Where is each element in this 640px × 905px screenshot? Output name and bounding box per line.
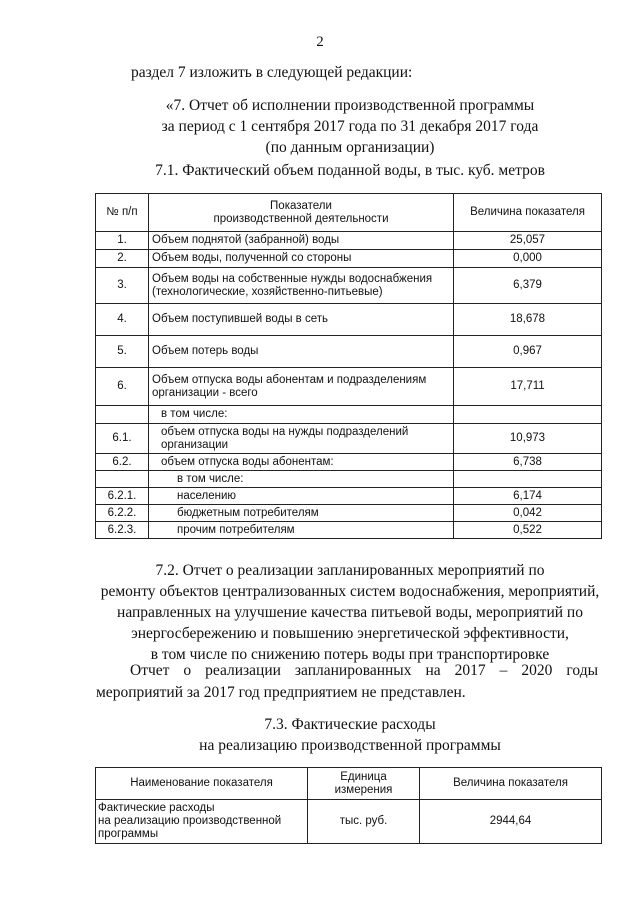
row-num: 6.2.1. [96,488,149,505]
row-value: 0,967 [454,336,602,368]
table-row [96,800,602,844]
table-row [96,471,602,488]
row-label: Объем отпуска воды абонентам и подразделениям организации - всего [149,368,454,406]
table-row [96,268,602,304]
table-row [96,304,602,336]
header-unit [308,768,420,800]
table-row [96,336,602,368]
row-value: 6,738 [454,454,602,471]
section-7-3-line2: на реализацию производственной программы [199,737,501,754]
row-num: 6.1. [96,424,149,454]
water-volume-table [95,193,602,539]
section-7-2-line1: 7.2. Отчет о реализации запланированных мероприятий по [155,562,545,579]
row-num [96,406,149,424]
row-label: объем отпуска воды абонентам: [149,454,454,471]
expense-unit: тыс. руб. [308,800,420,844]
section-7-heading [100,95,600,158]
row-label: Объем поступившей воды в сеть [149,304,454,336]
expense-label-line1: Фактические расходы [98,802,215,814]
expense-value: 2944,64 [420,800,602,844]
header-num: № п/п [96,194,149,232]
header-unit-line1: Единица [340,770,387,783]
row-num: 6.2.3. [96,522,149,539]
table-row [96,232,602,250]
row-value: 17,711 [454,368,602,406]
expenses-table [95,767,602,844]
row-label: в том числе: [149,471,454,488]
section-7-title: «7. Отчет об исполнении производственной программы [165,97,535,114]
row-num: 4. [96,304,149,336]
table-header-row [96,768,602,800]
row-label: объем отпуска воды на нужды подразделений организации [149,424,454,454]
row-value: 18,678 [454,304,602,336]
row-value: 0,000 [454,250,602,268]
header-indicator-line2: производственной деятельности [213,212,389,225]
header-indicator-line1: Показатели [270,199,332,212]
row-label: прочим потребителям [149,522,454,539]
row-value: 6,379 [454,268,602,304]
lead-text: раздел 7 изложить в следующей редакции: [131,64,413,81]
row-num: 1. [96,232,149,250]
header-name: Наименование показателя [96,768,308,800]
table-header-row [96,194,602,232]
table-row [96,522,602,539]
header-unit-line2: измерения [334,783,393,796]
table-row [96,250,602,268]
row-label: Объем воды, полученной со стороны [149,250,454,268]
row-value: 10,973 [454,424,602,454]
section-7-source: (по данным организации) [265,139,435,156]
row-label: бюджетным потребителям [149,505,454,522]
page-number: 2 [316,34,324,50]
expense-label [96,800,308,844]
row-num: 6. [96,368,149,406]
section-7-2-line5: в том числе по снижению потерь воды при транспортировке [150,646,550,663]
row-label: Объем потерь воды [149,336,454,368]
row-value [454,406,602,424]
paragraph-line2: мероприятий за 2017 год предприятием не представлен. [96,684,466,701]
row-value: 0,042 [454,505,602,522]
section-7-2-line3: направленных на улучшение качества питьевой воды, мероприятий по [117,604,583,621]
expense-label-line2: на реализацию производственной [98,815,282,827]
row-num: 2. [96,250,149,268]
table-row [96,454,602,471]
row-value [454,471,602,488]
section-7-1-title: 7.1. Фактический объем поданной воды, в тыс. куб. метров [155,162,545,179]
table-row [96,368,602,406]
row-num: 6.2. [96,454,149,471]
section-7-2-heading [90,560,610,665]
row-value: 6,174 [454,488,602,505]
row-value: 0,522 [454,522,602,539]
row-value: 25,057 [454,232,602,250]
row-label: Объем воды на собственные нужды водоснабжения (технологические, хозяйственно-питьевые) [149,268,454,304]
expense-label-line3: программы [98,828,159,840]
section-7-2-paragraph [96,660,598,704]
paragraph-line1: Отчет о реализации запланированных на 2017 – 2020 годы [130,662,598,679]
section-7-2-line4: энергосбережению и повышению энергетической эффективности, [131,625,569,642]
section-7-3-heading [100,714,600,756]
header-value: Величина показателя [454,194,602,232]
row-label: населению [149,488,454,505]
section-7-2-line2: ремонту объектов централизованных систем водоснабжения, мероприятий, [100,583,600,600]
row-num: 6.2.2. [96,505,149,522]
row-label: в том числе: [149,406,454,424]
table-row [96,406,602,424]
row-num [96,471,149,488]
section-7-period: за период с 1 сентября 2017 года по 31 декабря 2017 года [161,118,539,135]
row-num: 5. [96,336,149,368]
table-row [96,424,602,454]
row-num: 3. [96,268,149,304]
header-indicator [149,194,454,232]
table-row [96,488,602,505]
row-label: Объем поднятой (забранной) воды [149,232,454,250]
table-row [96,505,602,522]
section-7-3-line1: 7.3. Фактические расходы [264,716,436,733]
header-value: Величина показателя [420,768,602,800]
